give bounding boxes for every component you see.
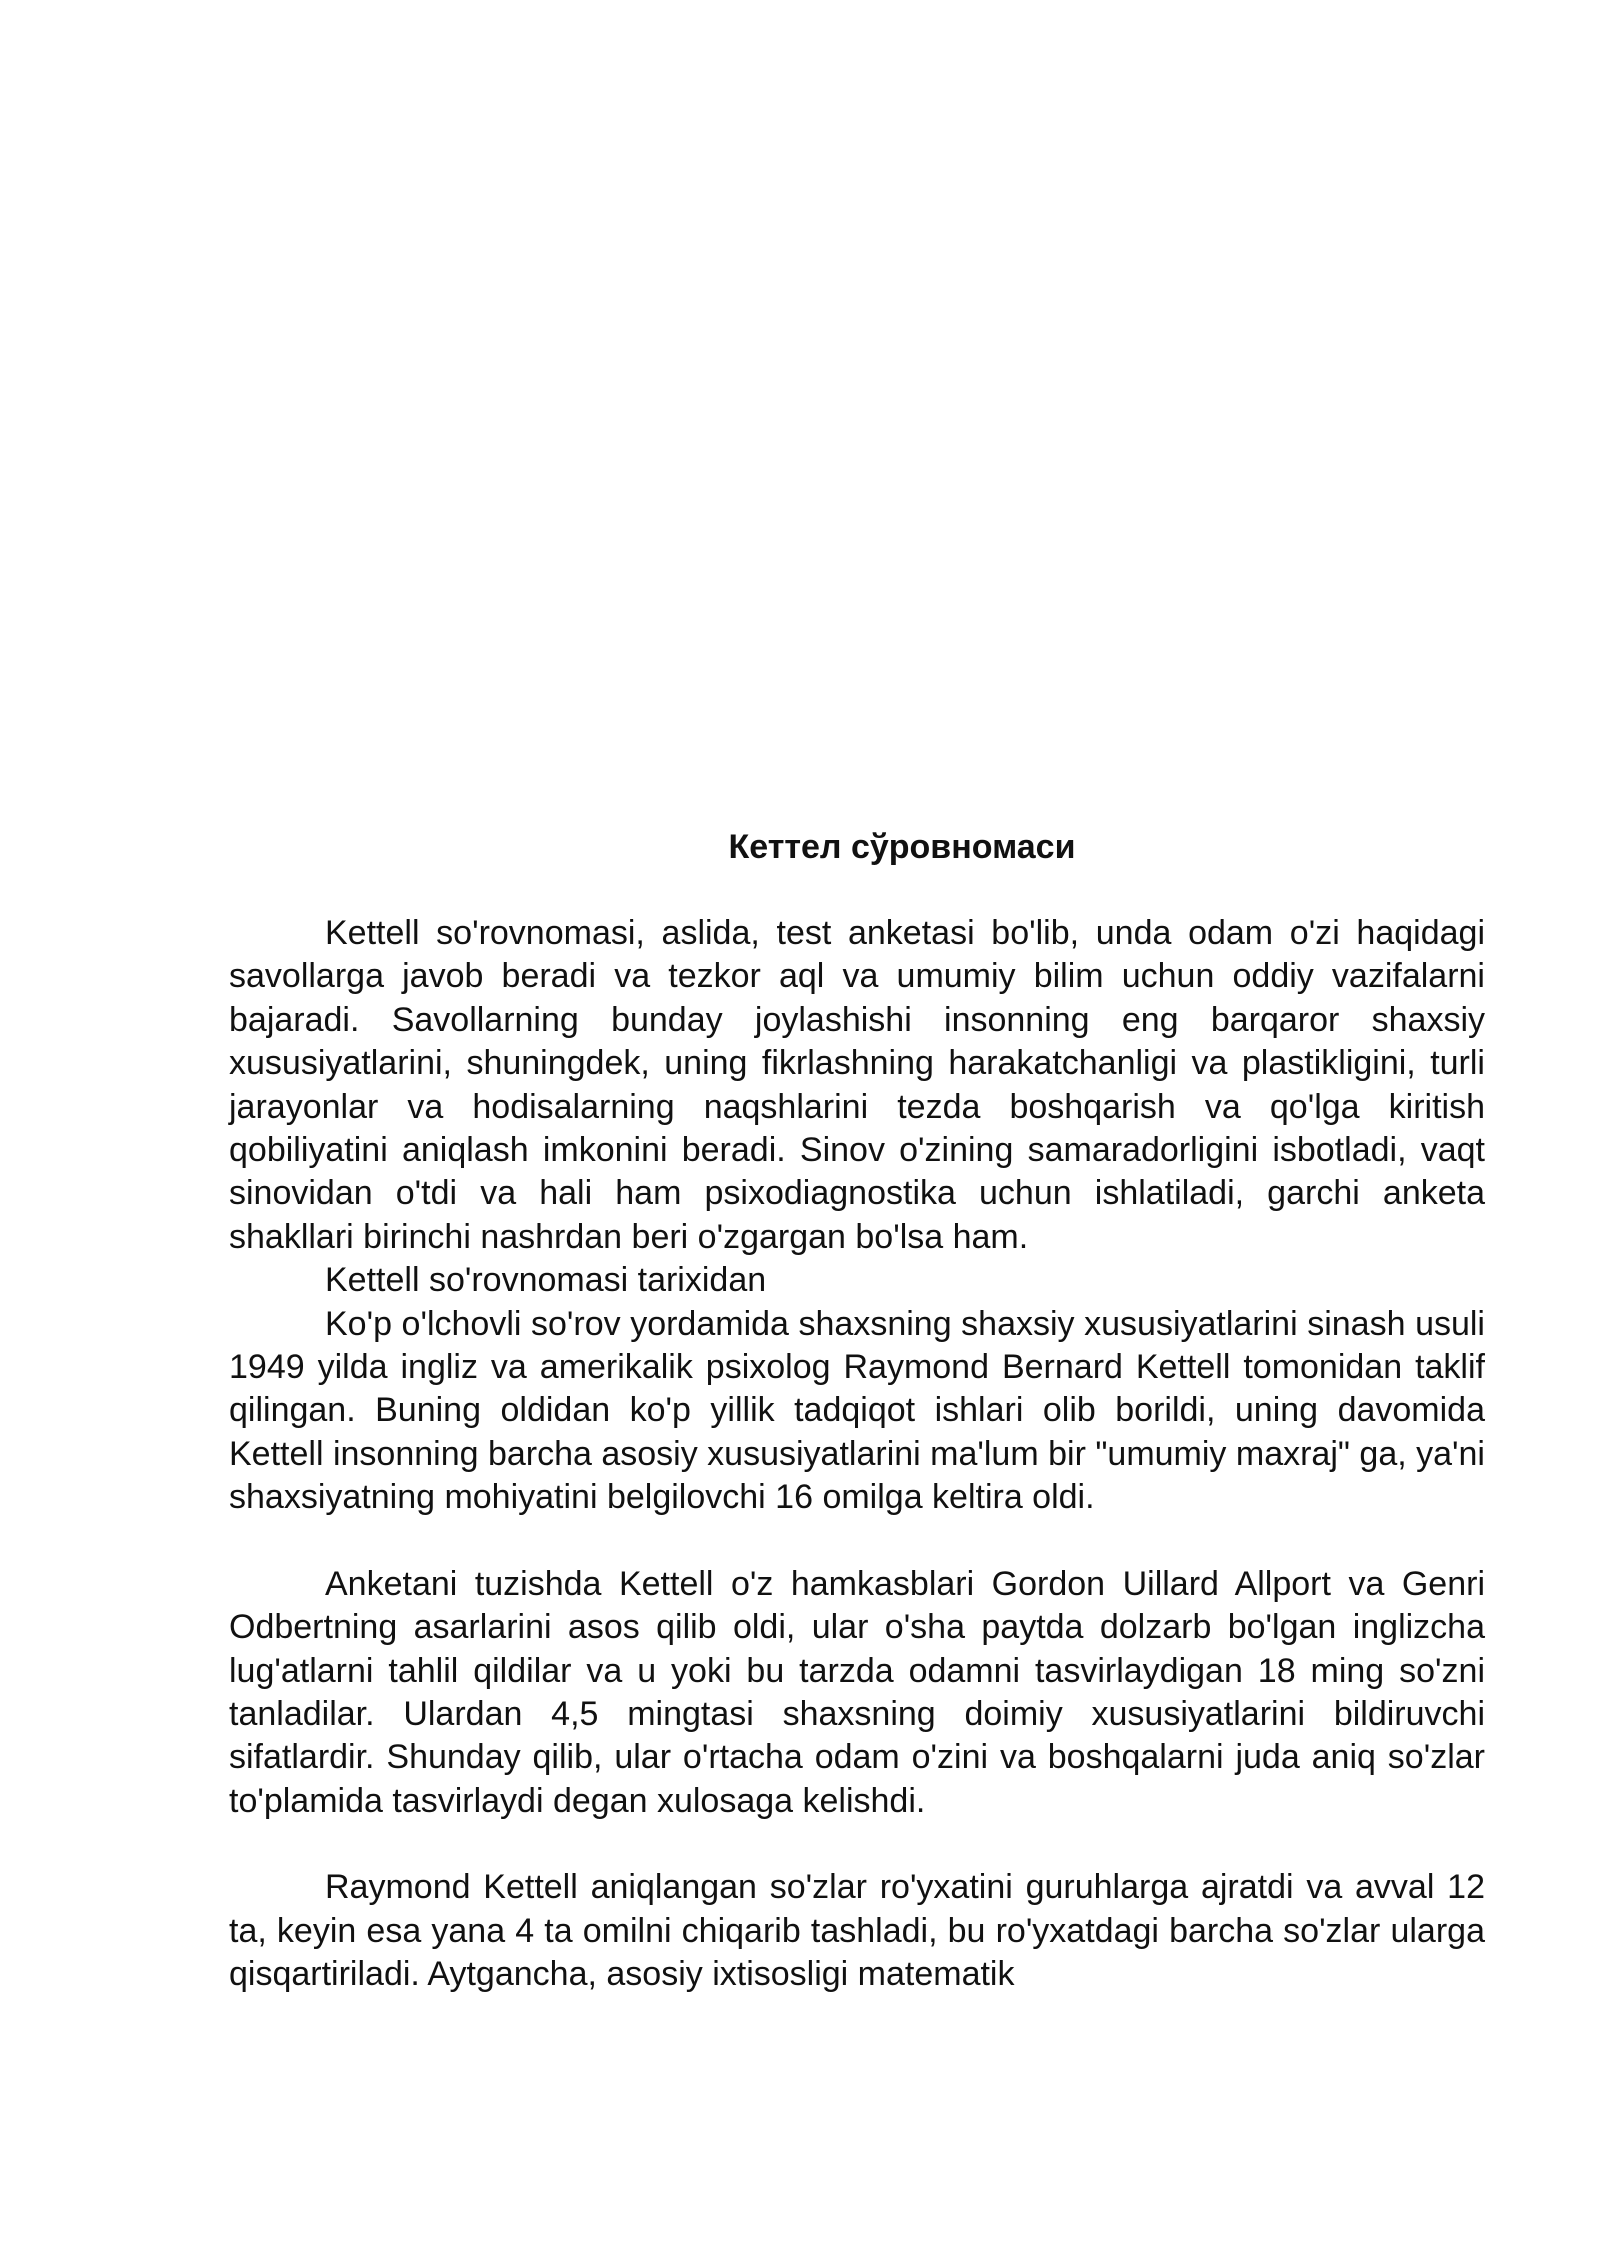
paragraph-history: Ko'p o'lchovli so'rov yordamida shaxsning shaxsiy xususiyatlarini sinash usuli 1949 yilda ingliz va amerikalik psixolog Raymond Bernard Kettell tomonidan taklif qilingan. Buning oldidan ko'p yillik tadqiqot ishlari olib borildi, uning davomida Kettell insonning barcha asosiy xususiyatlarini ma'lum bir "umumiy maxraj" ga, ya'ni shaxsiyatning mohiyatini belgilovchi 16 omilga keltira oldi. (229, 1304, 1485, 1517)
document-page (229, 822, 1485, 1996)
paragraph-factors: Raymond Kettell aniqlangan so'zlar ro'yxatini guruhlarga ajratdi va avval 12 ta, keyin esa yana 4 ta omilni chiqarib tashladi, bu ro'yxatdagi barcha so'zlar ularga qisqartiriladi. Aytgancha, asosiy ixtisosligi matematik (229, 1868, 1485, 1993)
paragraph-intro: Kettell so'rovnomasi, aslida, test anketasi bo'lib, unda odam o'zi haqidagi savollarga javob beradi va tezkor aql va umumiy bilim uchun oddiy vazifalarni bajaradi. Savollarning bunday joylashishi insonning eng barqaror shaxsiy xususiyatlarini, shuningdek, uning fikrlashning harakatchanligi va plastikligini, turli jarayonlar va hodisalarning naqshlarini tezda boshqarish va qo'lga kiritish qobiliyatini aniqlash imkonini beradi. Sinov o'zining samaradorligini isbotladi, vaqt sinovidan o'tdi va hali ham psixodiagnostika uchun ishlatiladi, garchi anketa shakllari birinchi nashrdan beri o'zgargan bo'lsa ham. (229, 914, 1485, 1256)
paragraph-allport: Anketani tuzishda Kettell o'z hamkasblari Gordon Uillard Allport va Genri Odbertning asarlarini asos qilib oldi, ular o'sha paytda dolzarb bo'lgan inglizcha lug'atlarni tahlil qildilar va u yoki bu tarzda odamni tasvirlaydigan 18 ming so'zni tanladilar. Ulardan 4,5 mingtasi shaxsning doimiy xususiyatlarini bildiruvchi sifatlardir. Shunday qilib, ular o'rtacha odam o'zini va boshqalarni juda aniq so'zlar to'plamida tasvirlaydi degan xulosaga kelishdi. (229, 1564, 1485, 1820)
document-title: Кеттел сўровномаси (728, 828, 1076, 866)
paragraph-history-heading: Kettell so'rovnomasi tarixidan (325, 1261, 767, 1300)
